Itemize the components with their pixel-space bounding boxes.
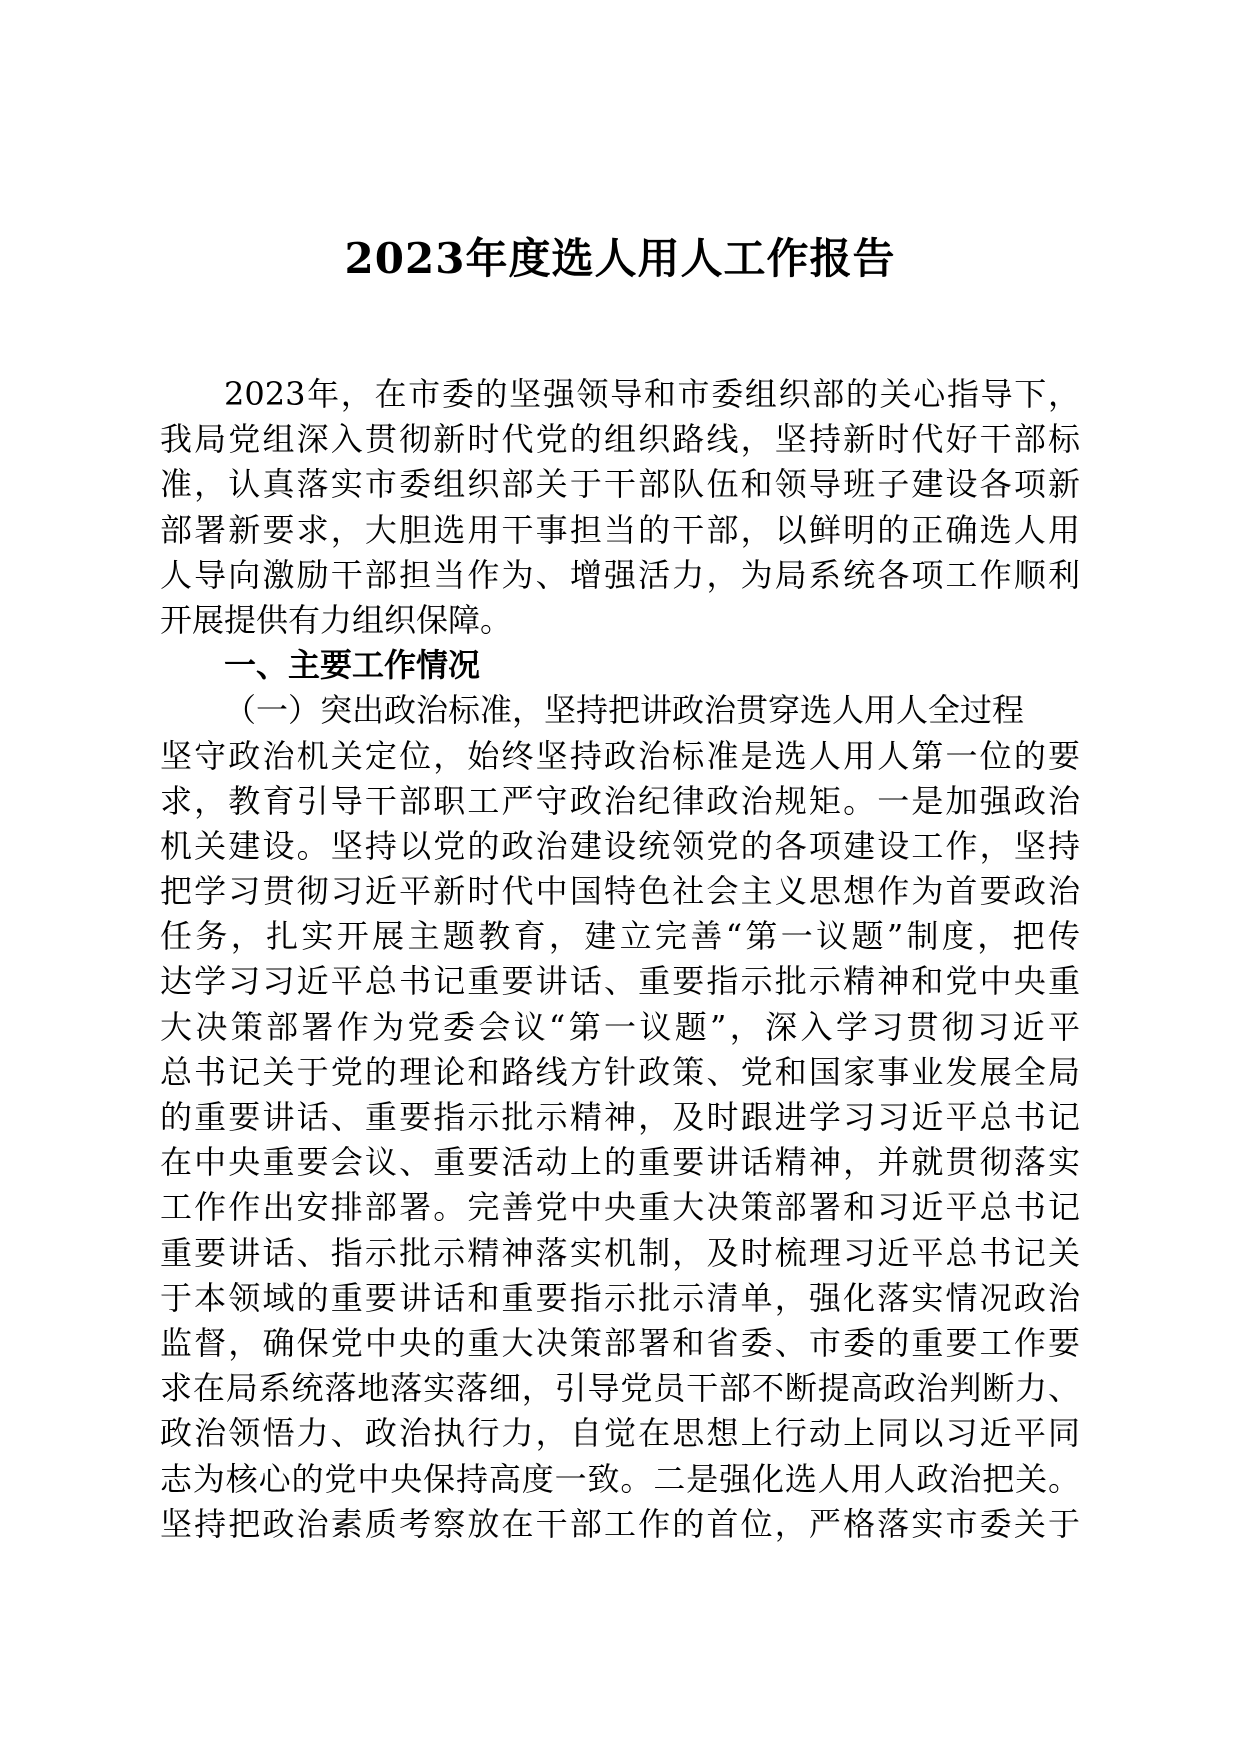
paragraph-line: 志为核心的党中央保持高度一致。二是强化选人用人政治把关。 bbox=[160, 1459, 1080, 1498]
paragraph-line: 人导向激励干部担当作为、增强活力，为局系统各项工作顺利 bbox=[160, 555, 1080, 594]
paragraph-line: 重要讲话、指示批示精神落实机制，及时梳理习近平总书记关 bbox=[160, 1233, 1080, 1272]
paragraph-line: 把学习贯彻习近平新时代中国特色社会主义思想作为首要政治 bbox=[160, 872, 1080, 911]
paragraph-line: 工作作出安排部署。完善党中央重大决策部署和习近平总书记 bbox=[160, 1188, 1080, 1227]
subsection-heading: （一）突出政治标准，坚持把讲政治贯穿选人用人全过程 bbox=[224, 691, 1025, 730]
paragraph-line: 监督，确保党中央的重大决策部署和省委、市委的重要工作要 bbox=[160, 1323, 1080, 1362]
document-title: 2023年度选人用人工作报告 bbox=[344, 234, 896, 283]
section-heading: 一、主要工作情况 bbox=[224, 646, 481, 685]
paragraph-line: 政治领悟力、政治执行力，自觉在思想上行动上同以习近平同 bbox=[160, 1414, 1080, 1453]
paragraph-line: 于本领域的重要讲话和重要指示批示清单，强化落实情况政治 bbox=[160, 1278, 1080, 1317]
paragraph-line: 坚守政治机关定位，始终坚持政治标准是选人用人第一位的要 bbox=[160, 736, 1080, 775]
paragraph-line: 求，教育引导干部职工严守政治纪律政治规矩。一是加强政治 bbox=[160, 781, 1080, 820]
paragraph-line: 大决策部署作为党委会议“第一议题”，深入学习贯彻习近平 bbox=[160, 1007, 1080, 1046]
paragraph-line: 机关建设。坚持以党的政治建设统领党的各项建设工作，坚持 bbox=[160, 826, 1080, 865]
paragraph-line: 开展提供有力组织保障。 bbox=[160, 600, 513, 639]
paragraph-line: 坚持把政治素质考察放在干部工作的首位，严格落实市委关于 bbox=[160, 1504, 1080, 1543]
paragraph-line: 准，认真落实市委组织部关于干部队伍和领导班子建设各项新 bbox=[160, 465, 1080, 504]
paragraph-line: 2023年，在市委的坚强领导和市委组织部的关心指导下， bbox=[224, 375, 1080, 413]
document-body bbox=[160, 372, 1080, 1547]
paragraph-line: 我局党组深入贯彻新时代党的组织路线，坚持新时代好干部标 bbox=[160, 420, 1080, 459]
paragraph-line: 总书记关于党的理论和路线方针政策、党和国家事业发展全局 bbox=[160, 1052, 1080, 1091]
paragraph-line: 达学习习近平总书记重要讲话、重要指示批示精神和党中央重 bbox=[160, 962, 1080, 1001]
paragraph-line: 任务，扎实开展主题教育，建立完善“第一议题”制度，把传 bbox=[160, 917, 1080, 956]
paragraph-line: 在中央重要会议、重要活动上的重要讲话精神，并就贯彻落实 bbox=[160, 1143, 1080, 1182]
paragraph-line: 求在局系统落地落实落细，引导党员干部不断提高政治判断力、 bbox=[160, 1369, 1080, 1408]
paragraph-line: 部署新要求，大胆选用干事担当的干部，以鲜明的正确选人用 bbox=[160, 510, 1080, 549]
paragraph-line: 的重要讲话、重要指示批示精神，及时跟进学习习近平总书记 bbox=[160, 1098, 1080, 1136]
